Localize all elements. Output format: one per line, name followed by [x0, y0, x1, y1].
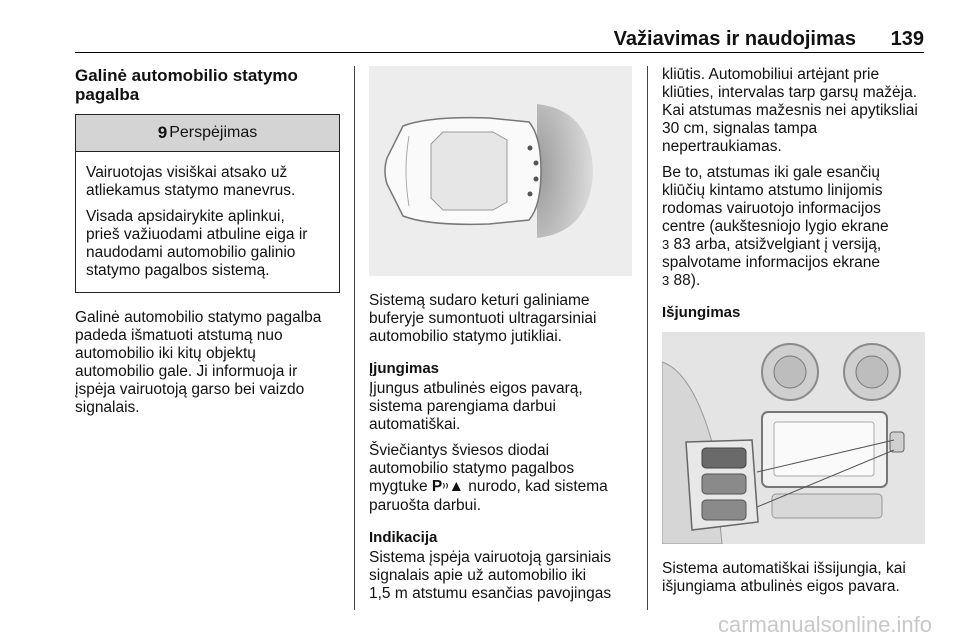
warning-title: Perspėjimas [169, 124, 258, 141]
section-heading-line-2: pagalba [75, 85, 140, 104]
text-line: rodomas vairuotojo informacijos [662, 200, 881, 217]
warning-triangle-icon: 9 [157, 123, 168, 142]
page-ref-icon: 3 [662, 273, 670, 288]
text-line: Be to, atstumas iki gale esančių [662, 164, 880, 181]
air-vent-left-inner [774, 356, 806, 388]
indication-heading: Indikacija [369, 529, 438, 546]
warning-box [75, 114, 340, 293]
text-line: Galinė automobilio statymo pagalba [75, 309, 322, 326]
text-line: sistema parengiama darbui [369, 398, 556, 415]
text-line: signalais. [75, 399, 140, 416]
deactivation-heading: Išjungimas [662, 304, 741, 321]
text-fragment: nurodo, kad sistema [463, 478, 608, 495]
text-line: 1,5 m atstumu esančias pavojingas [369, 585, 612, 602]
text-line: Įjungus atbulinės eigos pavarą, [369, 380, 583, 397]
parking-assist-button [702, 448, 746, 468]
column-divider-2 [647, 66, 648, 610]
car-sensor-figure [369, 66, 632, 276]
text-line: kliūtis. Automobiliui artėjant prie [662, 66, 880, 83]
text-line: paruošta darbui. [369, 497, 482, 514]
button [702, 474, 746, 494]
text-line: įspėja vairuotoją garso bei vaizdo [75, 381, 305, 398]
parking-assist-button-icon: P⁾⁾▲ [431, 478, 464, 495]
activation-heading: Įjungimas [369, 360, 440, 377]
text-line: automobilio statymo jutikliai. [369, 328, 562, 345]
text-line: atliekamus statymo manevrus. [86, 182, 296, 199]
text-line: išjungiama atbulinės eigos pavara. [662, 578, 900, 595]
text-line: kliūčių kintamo atstumo linijomis [662, 182, 883, 199]
car-roof [431, 132, 507, 210]
text-line: signalais apie už automobilio iki [369, 567, 587, 584]
column-2 [369, 66, 637, 611]
deactivation-text [662, 560, 937, 596]
car-top-view-illustration [369, 66, 632, 276]
button-cluster [890, 432, 904, 452]
text-line: 30 cm, signalas tampa [662, 120, 818, 137]
button [702, 500, 746, 520]
distance-display-text [662, 164, 937, 290]
sensor-dot [534, 177, 539, 182]
column-1 [75, 66, 340, 425]
text-line: Sistema automatiškai išsijungia, kai [662, 560, 906, 577]
section-heading [75, 66, 340, 104]
sensor-dot [534, 161, 539, 166]
header-rule [75, 52, 924, 53]
display-screen [774, 422, 874, 476]
text-line: centre (aukštesniojo lygio ekrane [662, 218, 889, 235]
text-line: Kai atstumas mažesnis nei apytiksliai [662, 102, 918, 119]
page-number: 139 [890, 28, 924, 50]
text-line: Sistemą sudaro keturi galiniame [369, 292, 590, 309]
indication-text [369, 549, 637, 603]
text-line: automobilio gale. Ji informuoja ir [75, 363, 298, 380]
text-line: automobilio iki kitų objektų [75, 345, 256, 362]
watermark: carmanualsonline.info [717, 612, 932, 637]
text-line: automobilio statymo pagalbos [369, 460, 575, 477]
column-3 [662, 66, 937, 604]
text-line: kliūties, intervalas tarp garsų mažėja. [662, 84, 918, 101]
activation-text [369, 380, 637, 434]
intro-paragraph [75, 309, 340, 417]
text-line: spalvotame informacijos ekrane [662, 254, 880, 271]
text-line: statymo pagalbos sistemą. [86, 262, 270, 279]
warning-body [76, 152, 339, 292]
warning-paragraph-2 [86, 208, 329, 280]
page-ref-link[interactable]: 88). [669, 272, 701, 289]
text-line: nepertraukiamas. [662, 138, 782, 155]
led-text [369, 442, 637, 515]
text-line: Sistema įspėja vairuotoją garsiniais [369, 549, 612, 566]
text-line: buferyje sumontuoti ultragarsiniai [369, 310, 597, 327]
text-line: Vairuotojas visiškai atsako už [86, 164, 288, 181]
text-line: naudodami automobilio galinio [86, 244, 296, 261]
text-fragment: mygtuke [369, 478, 432, 495]
chapter-title: Važiavimas ir naudojimas [613, 28, 856, 50]
system-description [369, 292, 637, 346]
sensor-dot [528, 192, 533, 197]
text-line: automatiškai. [369, 416, 461, 433]
indication-continued [662, 66, 937, 156]
control-panel [772, 494, 882, 518]
text-line: Šviečiantys šviesos diodai [369, 442, 550, 459]
sensor-detection-zone [537, 104, 593, 238]
sensor-dot [528, 146, 533, 151]
section-heading-line-1: Galinė automobilio statymo [75, 66, 298, 85]
dashboard-illustration [662, 332, 925, 544]
air-vent-right-inner [856, 356, 888, 388]
text-line: prieš važiuodami atbuline eiga ir [86, 226, 308, 243]
warning-header [76, 115, 339, 152]
page-ref-icon: 3 [662, 237, 670, 252]
text-line: padeda išmatuoti atstumą nuo [75, 327, 283, 344]
dashboard-figure [662, 332, 925, 544]
warning-paragraph-1 [86, 164, 329, 200]
page-header [75, 28, 924, 52]
page-ref-link[interactable]: 83 arba, atsižvelgiant į versiją, [669, 236, 882, 253]
text-line: Visada apsidairykite aplinkui, [86, 208, 285, 225]
column-divider-1 [354, 66, 355, 610]
